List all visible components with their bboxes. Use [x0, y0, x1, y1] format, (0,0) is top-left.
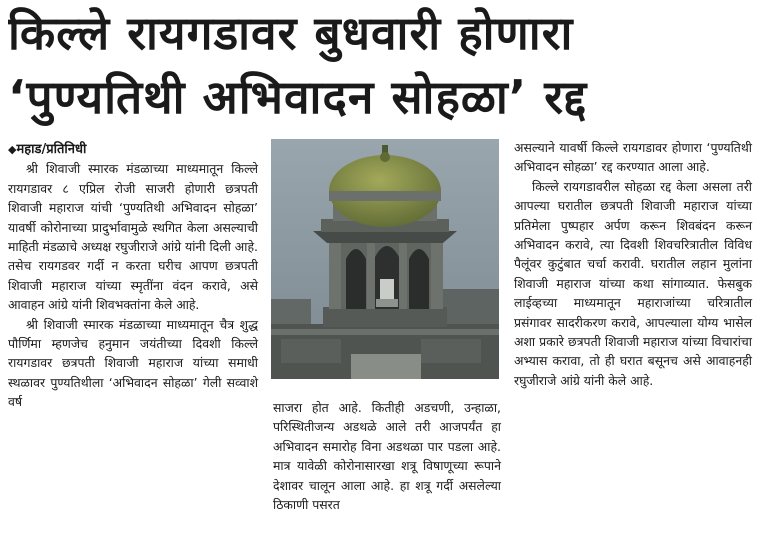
diamond-bullet-icon: ◆ — [8, 143, 17, 156]
headline-line-1: किल्ले रायगडावर बुधवारी होणारा — [8, 6, 574, 60]
column3-paragraph-1: असल्याने यावर्षी किल्ले रायगडावर होणारा ‘पुण्यतिथी अभिवादन सोहळा’ रद्द करण्यात आला आहे. — [514, 140, 752, 175]
article-column-1 — [8, 140, 258, 412]
dateline-text: महाड/प्रतिनिधी — [16, 142, 87, 157]
headline-line-2: ‘पुण्यतिथी अभिवादन सोहळा’ रद्द — [8, 70, 588, 124]
column2-paragraph-1: साजरा होत आहे. कितीही अडचणी, उन्हाळा, परिस्थितीजन्य अडथळे आले तरी आजपर्यंत हा अभिवादन समारोह विना अडथळा पार पडला आहे. मात्र यावेळी कोरोनासारखा शत्रू विषाणूच्या रूपाने देशावर चालून आला आहे. हा शत्रू गर्दी असलेल्या ठिकाणी पसरत — [273, 400, 501, 513]
column1-paragraph-1: श्री शिवाजी स्मारक मंडळाच्या माध्यमातून किल्ले रायगडावर ८ एप्रिल रोजी साजरी होणारी छत्रपती शिवाजी महाराज यांची ‘पुण्यतिथी अभिवादन सोहळा’ यावर्षी कोरोनाच्या प्रादुर्भावामुळे स्थगित केला असल्याची माहिती मंडळाचे अध्यक्ष रघुजीराजे आंग्रे यांनी दिली आहे. तसेच रायगडवर गर्दी न करता घरीच आपण छत्रपती शिवाजी महाराज यांच्या स्मृतींना वंदन करावे, असे आवाहन आंग्रे यांनी शिवभक्तांना केले आहे. — [8, 161, 258, 313]
column3-paragraph-2: किल्ले रायगडावरील सोहळा रद्द केला असला तरी आपल्या घरातील छत्रपती शिवाजी महाराज यांच्या प्रतिमेला पुष्पहार अर्पण करून शिवबंदन करून अभिवादन करावे, त्या दिवशी शिवचरित्रातील विविध पैलूंवर कुटुंबात चर्चा करावी. घरातील लहान मुलांना शिवाजी महाराज यांच्या कथा सांगाव्यात. फेसबुक लाईव्हच्या माध्यमातून महाराजांच्या चरित्रातील प्रसंगावर सादरीकरण करावे, आपल्याला योग्य भासेल अशा प्रकारे छत्रपती शिवाजी महाराज यांच्या विचारांचा अभ्यास करावा, तो ही घरात बसूनच असे आवाहनही रघुजीराजे आंग्रे यांनी केले आहे. — [514, 178, 752, 388]
samadhi-photo — [271, 139, 499, 379]
article-column-3 — [514, 138, 752, 390]
article-column-2 — [273, 398, 501, 514]
samadhi-illustration — [271, 139, 499, 379]
dateline — [8, 140, 258, 159]
column1-paragraph-2: श्री शिवाजी स्मारक मंडळाच्या माध्यमातून चैत्र शुद्ध पौर्णिमा म्हणजेच हनुमान जयंतीच्या दिवशी किल्ले रायगडावर छत्रपती शिवाजी महाराज यांच्या समाधी स्थळावर पुण्यतिथीला ‘अभिवादन सोहळा’ गेली सव्वाशे वर्ष — [8, 316, 258, 410]
